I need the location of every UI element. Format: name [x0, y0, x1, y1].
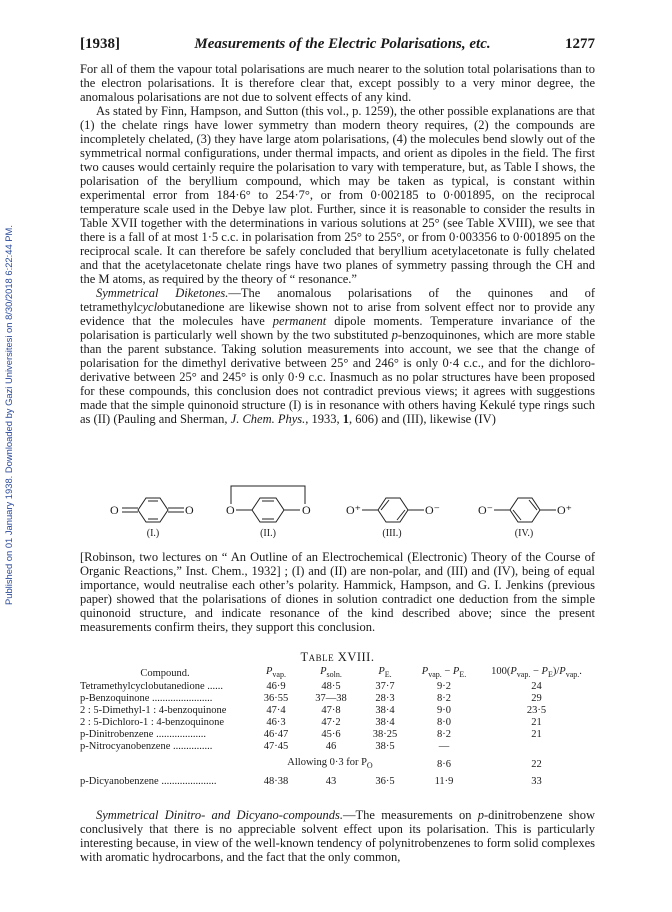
p5-text-b: -dinitrobenzene show conclusively that there is no appreciable solvent effect upon its polarisation. This is particularly interesting because, in view of the well-known tendency of polynitrobenzenes to form solid complexes with aromatic hydrocarbons, and the fact that the only common, [80, 808, 596, 864]
cell: 21 [531, 717, 542, 729]
cell: — [438, 741, 450, 753]
table-title: Table XVIII. [300, 650, 375, 664]
cell: 48·38 [263, 776, 289, 788]
p3-text-b: butanedione are likewise shown not to arise from solvent effect nor to provide any evidence that the molecules have [80, 300, 595, 328]
cell: Tetramethylcyclobutanedione ...... [80, 681, 224, 693]
paragraph-4: [Robinson, two lectures on “ An Outline of an Electrochemical (Electronic) Theory of the Course of Organic Reactions,” Inst. Chem., 1932] ; (I) and (II) are non-polar, and (III) and (IV), being of equal importance, would neutralise each other’s polarity. Hammick, Hampson, and G. I. Jenkins (previous paper) showed that the polarisations of diones in solution contradict one deduction from the simple quinonoid structure, and indicate resonance of the kind described above; since the present measurements confirm theirs, they support this conclusion. [80, 550, 595, 634]
polarisation-table [80, 666, 595, 788]
cell: 45·6 [321, 729, 341, 741]
cell: 46·47 [263, 729, 289, 741]
col-compound: Compound. [140, 667, 190, 679]
structure-I [108, 492, 198, 539]
cell: p-Benzoquinone ....................... [80, 693, 213, 705]
table-row [80, 717, 595, 729]
s3-label: (III.) [382, 528, 402, 539]
cell: 47·4 [266, 705, 286, 717]
cell: 24 [531, 681, 542, 693]
cell: 2 : 5-Dimethyl-1 : 4-benzoquinone [80, 705, 227, 717]
structure-IV [474, 492, 574, 539]
cell: 8·0 [437, 717, 451, 729]
cell: 9·2 [437, 681, 451, 693]
structure-formulae [80, 492, 595, 544]
cell: 8·6 [437, 758, 451, 770]
body-text-middle [80, 550, 595, 634]
cell: 22 [531, 758, 542, 770]
s2-right-atom: O [302, 503, 311, 517]
p5-text-a: —The measurements on [343, 808, 478, 822]
structure-III [342, 492, 442, 539]
allowing-sub: O [366, 761, 373, 771]
s1-label: (I.) [146, 528, 160, 539]
cell: 33 [531, 776, 542, 788]
p3-text-d: -benzoquinones, which are more stable than the parent substance. Taking solution measurements into account, we see that the change of polarisation for the dimethyl derivative between 25° and 246° is only 0·4 c.c., and for the dichloro-derivative between 25° and 245° is only 0·9 c.c. Inasmuch as no polar structures have been proposed for these compounds, this conclusion does not contradict previous views; it agrees with suggestions made that the simple quinonoid structure (I) is in resonance with others having Kekulé type rings such as (II) (Pauling and Sherman, [80, 328, 595, 426]
cell: 46·9 [266, 681, 286, 693]
s3-left-atom: O⁺ [346, 503, 361, 517]
body-text-lower [80, 808, 595, 864]
s2-left-atom: O [226, 503, 235, 517]
table-row [80, 705, 595, 717]
allowing-text: Allowing 0·3 for P [287, 757, 367, 769]
body-text-upper [80, 62, 595, 426]
running-title: Measurements of the Electric Polarisations, etc. [194, 36, 491, 52]
cell: p-Dinitrobenzene ................... [80, 729, 206, 741]
cell: 36·55 [263, 693, 289, 705]
col-diff: $P_{vap.} - P_{E.}$ [421, 666, 467, 680]
col-pe: $P_{E.}$ [378, 666, 392, 680]
p3-permanent: permanent [272, 314, 327, 328]
s4-left-atom: O⁻ [478, 503, 493, 517]
cell: 37·7 [375, 681, 395, 693]
cell: 11·9 [434, 776, 454, 788]
p3-text-a: —The anomalous polarisations of the quinones and of tetramethyl [80, 286, 595, 314]
p5-para: p [477, 808, 484, 822]
col-percent: $100(P_{vap.} - P_E)/P_{vap.}$. [491, 666, 582, 680]
p3-text-f: , 606) and (III), likewise (IV) [349, 412, 496, 426]
section-heading-dinitro: Symmetrical Dinitro- and Dicyano-compounds. [96, 808, 344, 822]
s3-right-atom: O⁻ [425, 503, 440, 517]
table-row [80, 772, 595, 788]
cell: 47·2 [321, 717, 341, 729]
col-pvap: $P_{vap.}$ [266, 666, 286, 680]
p3-volume: 1 [342, 412, 350, 426]
cell: 38·4 [375, 705, 395, 717]
cell: 38·4 [375, 717, 395, 729]
header-year: [1938] [80, 36, 120, 52]
cell: 47·45 [263, 741, 289, 753]
cell: 47·8 [321, 705, 341, 717]
paragraph-2: As stated by Finn, Hampson, and Sutton (this vol., p. 1259), the other possible explanations are that (1) the chelate rings have lower symmetry than modern theory requires, (2) the compounds are incompletely chelated, (3) they have large atom polarisations, (4) the molecules bend slowly out of the symmetrical normal configurations, under thermal impacts, and orient as dipoles in the field. The first two causes would certainly require the polarisation to vary with temperature, but, as Table I shows, the polarisation of the beryllium compound, which may be taken as typical, is constant within experimental error from 184·6° to 254·7°, or from 0·002185 to 0·001895, on the reciprocal temperature scale used in the Debye law plot. Further, since it is reasonable to consider the results in Table XVII together with the determinations in various solutions at 25° (see Table XVIII), we see that there is a fall of at most 1·5 c.c. in polarisation from 25° to 255°, or from 0·003356 to 0·001895 on the reciprocal scale. It can therefore be safely concluded that beryllium acetylacetonate is fully chelated and that the acetylacetonate chelate rings have two planes of symmetry passing through the CH and the M atoms, as required by the theory of “ resonance.” [80, 104, 595, 286]
s1-right-atom: O [185, 503, 194, 517]
p3-text-c: dipole moments. Temperature invariance of the polarisation is particularly well shown by the two substituted [80, 314, 595, 342]
cell: p-Dicyanobenzene ..................... [80, 776, 217, 788]
cell: 28·3 [375, 693, 395, 705]
s4-label: (IV.) [514, 528, 534, 539]
cell: 38·5 [375, 741, 395, 753]
col-psoln: $P_{soln.}$ [320, 666, 342, 680]
cell: 36·5 [375, 776, 395, 788]
cell: 8·2 [437, 693, 451, 705]
cell: 37—38 [315, 693, 347, 705]
allowing-note [250, 753, 410, 772]
cell: 48·5 [321, 681, 341, 693]
page-header [80, 36, 595, 53]
cell: 2 : 5-Dichloro-1 : 4-benzoquinone [80, 717, 225, 729]
p3-text-e: , 1933, [305, 412, 343, 426]
cell: 38·25 [372, 729, 398, 741]
cell: 29 [531, 693, 542, 705]
cell: 23·5 [526, 705, 547, 717]
cell: 46·3 [266, 717, 286, 729]
table-row [80, 693, 595, 705]
paragraph-3 [80, 286, 595, 426]
s2-label: (II.) [260, 528, 276, 539]
s1-left-atom: O [110, 503, 119, 517]
cell: p-Nitrocyanobenzene ............... [80, 741, 213, 753]
cell: 8·2 [437, 729, 451, 741]
cell: 9·0 [437, 705, 451, 717]
p3-para: p [391, 328, 398, 342]
cell [478, 741, 595, 753]
cell: 21 [531, 729, 542, 741]
table-row-allowing [80, 753, 595, 772]
cell: 46 [325, 741, 337, 753]
paragraph-5 [80, 808, 595, 864]
p3-cyclo: cyclo [136, 300, 164, 314]
table-row [80, 741, 595, 753]
p3-journal: J. Chem. Phys. [230, 412, 306, 426]
download-notice: Published on 01 January 1938. Downloaded by Gazi Universitesi on 8/30/2018 6:22:44 PM. [3, 225, 14, 605]
structure-II [218, 482, 318, 539]
s4-right-atom: O⁺ [557, 503, 572, 517]
table-header-row [80, 666, 595, 681]
table-row [80, 681, 595, 693]
paragraph-1: For all of them the vapour total polarisations are much nearer to the solution total polarisations than to the electron polarisations. It is therefore clear that, except possibly to a very minor degree, the anomalous polarisations are not due to solvent effects of any kind. [80, 62, 595, 104]
cell: 43 [325, 776, 337, 788]
page-number: 1277 [565, 36, 595, 52]
table-row [80, 729, 595, 741]
section-heading-diketones: Symmetrical Diketones. [96, 286, 229, 300]
